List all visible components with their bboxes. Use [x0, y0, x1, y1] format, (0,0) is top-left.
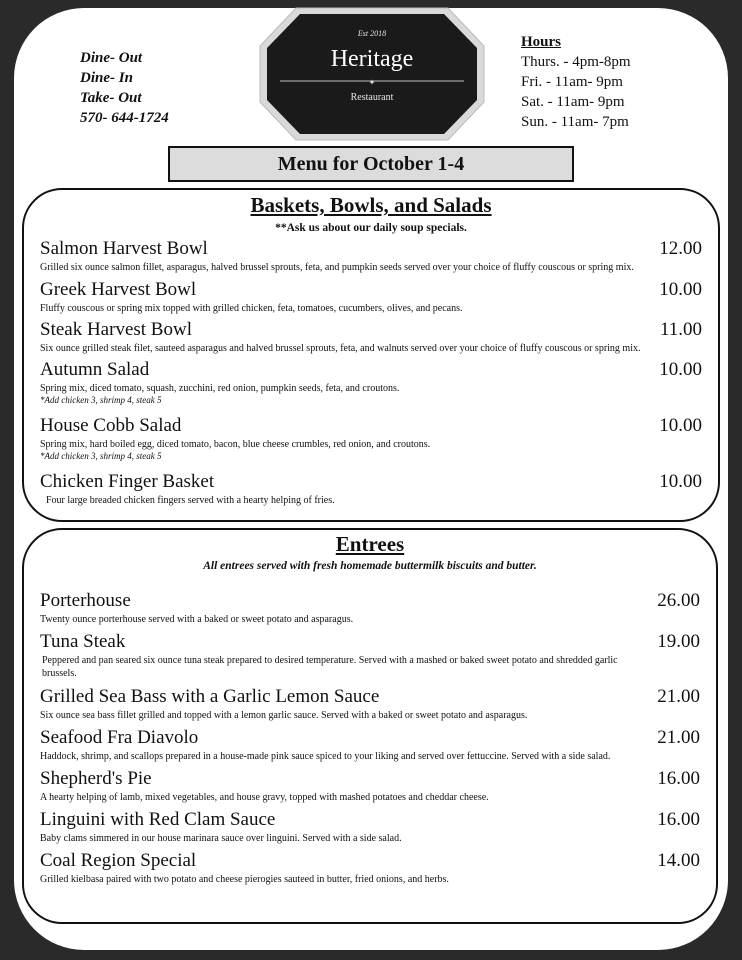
logo-est-text: Est 2018 [357, 29, 387, 38]
menu-item [40, 415, 702, 462]
entrees-section [22, 528, 718, 924]
item-name: Steak Harvest Bowl [40, 319, 192, 340]
hours-line: Fri. - 11am- 9pm [521, 74, 623, 90]
logo-name-text: Heritage [330, 46, 414, 72]
item-price: 16.00 [657, 768, 700, 789]
item-description: Six ounce grilled steak filet, sauteed asparagus and halved brussel sprouts, feta, and walnuts served over your choice of fluffy couscous or spring mix. [40, 343, 641, 354]
menu-item [40, 850, 700, 886]
take-out-label: Take- Out [80, 90, 142, 106]
item-description: Four large breaded chicken fingers served with a hearty helping of fries. [46, 495, 335, 506]
menu-title-banner [168, 146, 574, 182]
item-name: Shepherd's Pie [40, 768, 152, 789]
menu-title: Menu for October 1-4 [277, 152, 465, 175]
svg-text:✦: ✦ [368, 78, 376, 87]
dine-in-label: Dine- In [80, 70, 133, 86]
restaurant-logo [258, 6, 486, 142]
menu-item [40, 768, 700, 804]
item-price: 21.00 [657, 727, 700, 748]
item-price: 26.00 [657, 590, 700, 611]
entrees-note: All entrees served with fresh homemade buttermilk biscuits and butter. [203, 560, 537, 572]
service-options [80, 48, 169, 128]
item-name: Linguini with Red Clam Sauce [40, 809, 276, 830]
section-title: Entrees [335, 532, 405, 556]
item-price: 21.00 [657, 686, 700, 707]
menu-item [40, 359, 702, 406]
item-name: Autumn Salad [40, 359, 150, 380]
hours-block [521, 32, 631, 132]
menu-item [40, 809, 700, 845]
menu-item [40, 686, 700, 722]
hours-line: Thurs. - 4pm-8pm [521, 54, 631, 70]
item-description: Grilled six ounce salmon fillet, asparagus, halved brussel sprouts, feta, and pumpkin seeds served over your choice of fluffy couscous or spring mix. [40, 262, 634, 273]
item-addon: *Add chicken 3, shrimp 4, steak 5 [40, 395, 162, 405]
item-price: 11.00 [659, 319, 702, 340]
menu-item [40, 590, 700, 626]
soup-note: **Ask us about our daily soup specials. [275, 222, 467, 234]
item-description: Twenty ounce porterhouse served with a baked or sweet potato and asparagus. [40, 614, 354, 625]
item-name: Salmon Harvest Bowl [40, 238, 208, 259]
item-description: Haddock, shrimp, and scallops prepared in a house-made pink sauce spiced to your liking and served over fettuccine. Served with a side salad. [40, 751, 611, 762]
menu-item [40, 631, 700, 680]
item-description: Six ounce sea bass fillet grilled and topped with a lemon garlic sauce. Served with a baked or sweet potato and asparagus. [40, 710, 528, 721]
item-price: 10.00 [659, 415, 702, 436]
item-description: Spring mix, diced tomato, squash, zucchini, red onion, pumpkin seeds, feta, and croutons. [40, 383, 400, 394]
hours-title: Hours [521, 34, 562, 50]
logo-sub-text: Restaurant [350, 92, 394, 103]
item-description: Fluffy couscous or spring mix topped with grilled chicken, feta, tomatoes, cucumbers, olives, and pecans. [40, 303, 463, 314]
menu-item [40, 238, 702, 274]
menu-item [40, 471, 702, 507]
item-description: Peppered and pan seared six ounce tuna steak prepared to desired temperature. Served with a mashed or baked sweet potato and shredded garlic brussels. [42, 655, 618, 679]
hours-line: Sun. - 11am- 7pm [521, 114, 629, 130]
item-price: 19.00 [657, 631, 700, 652]
phone-number: 570- 644-1724 [80, 110, 169, 126]
item-name: Seafood Fra Diavolo [40, 727, 199, 748]
item-description: A hearty helping of lamb, mixed vegetables, and house gravy, topped with mashed potatoes and cheddar cheese. [40, 792, 489, 803]
hours-line: Sat. - 11am- 9pm [521, 94, 625, 110]
item-price: 14.00 [657, 850, 700, 871]
item-price: 10.00 [659, 471, 702, 492]
item-name: Grilled Sea Bass with a Garlic Lemon Sauce [40, 686, 380, 707]
item-description: Baby clams simmered in our house marinara sauce over linguini. Served with a side salad. [40, 833, 402, 844]
section-title: Baskets, Bowls, and Salads [250, 193, 492, 217]
item-addon: *Add chicken 3, shrimp 4, steak 5 [40, 451, 162, 461]
item-name: Coal Region Special [40, 850, 197, 871]
item-price: 10.00 [659, 359, 702, 380]
item-name: Chicken Finger Basket [40, 471, 215, 492]
item-price: 10.00 [659, 279, 702, 300]
menu-item [40, 279, 702, 315]
item-price: 16.00 [657, 809, 700, 830]
item-name: House Cobb Salad [40, 415, 182, 436]
item-description: Grilled kielbasa paired with two potato and cheese pierogies sauteed in butter, fried onions, and herbs. [40, 874, 449, 885]
item-description: Spring mix, hard boiled egg, diced tomato, bacon, blue cheese crumbles, red onion, and croutons. [40, 439, 431, 450]
menu-item [40, 727, 700, 763]
item-name: Tuna Steak [40, 631, 126, 652]
menu-item [40, 319, 716, 355]
item-name: Porterhouse [40, 590, 131, 611]
baskets-section [22, 188, 720, 522]
item-price: 12.00 [659, 238, 702, 259]
dine-out-label: Dine- Out [80, 50, 143, 66]
item-name: Greek Harvest Bowl [40, 279, 197, 300]
